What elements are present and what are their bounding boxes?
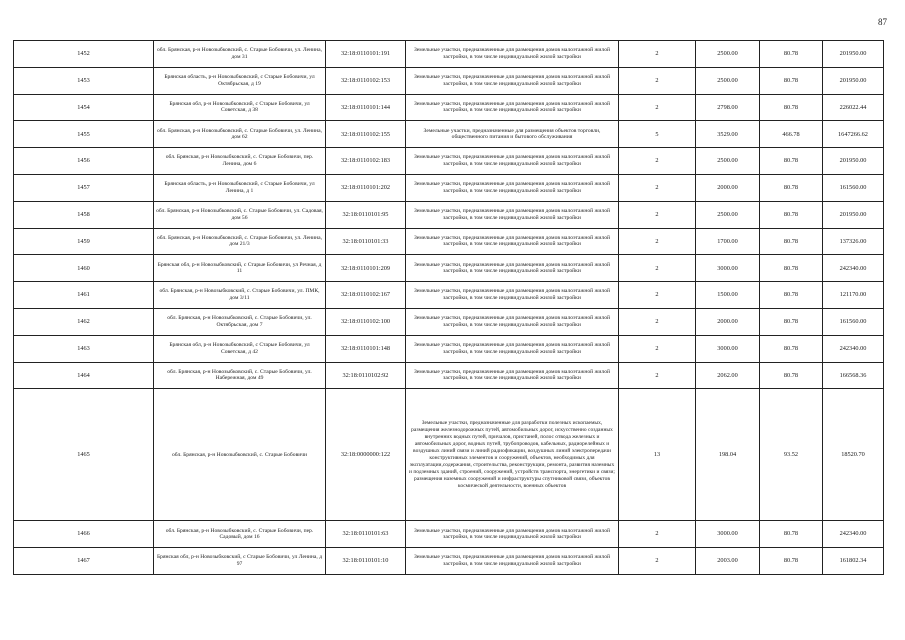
land-use-cell: Земельные участки, предназначенные для размещения домов малоэтажной жилой застройки, в том числе индивидуальной жилой застройки [406,41,619,68]
land-use-cell: Земельные участки, предназначенные для размещения домов малоэтажной жилой застройки, в том числе индивидуальной жилой застройки [406,201,619,228]
rate-cell: 80.78 [760,201,823,228]
cadastral-number-cell: 32:18:0000000:122 [326,389,406,521]
area-cell: 2000.00 [696,308,760,335]
group-cell: 2 [619,548,696,575]
rate-cell: 80.78 [760,308,823,335]
table-row [14,67,884,94]
address-cell: Брянская обл, р-н Новозыбковский, с Старые Бобовичи, ул Советская, д 38 [154,94,326,121]
address-cell: Брянская область, р-н Новозыбковский, с Старые Бобовичи, ул Ленина, д 1 [154,174,326,201]
group-cell: 2 [619,335,696,362]
land-use-cell: Земельные участки, предназначенные для разработки полезных ископаемых, размещения железнодорожных путей, автомобильных дорог, искусственно созданных внутренних водных путей, причалов, пристаней, полос отвода железных и автомобильных дорог, водных путей, трубопроводов, кабельных, радиорелейных и воздушных линий связи и линий радиофикации, воздушных линий электропередачи конструктивных элементов и сооружений, объектов, необходимых для эксплуатации,содержания, строительства, реконструкции, ремонта, развития наземных и подземных зданий, строений, сооружений, устройств транспорта, энергетики и связи; размещения наземных сооружений и инфраструктуры спутниковой связи, объектов космической деятельности, военных объектов [406,389,619,521]
land-use-cell: Земельные участки, предназначенные для размещения домов малоэтажной жилой застройки, в том числе индивидуальной жилой застройки [406,362,619,389]
rate-cell: 80.78 [760,67,823,94]
row-number-cell: 1465 [14,389,154,521]
rate-cell: 80.78 [760,548,823,575]
cadastral-value-cell: 201950.00 [823,201,884,228]
table-body [14,41,884,575]
table-row [14,174,884,201]
area-cell: 198.04 [696,389,760,521]
table-row [14,121,884,148]
address-cell: обл. Брянская, р-н Новозыбковский, с. Старые Бобовичи, ул. Садовая, дом 56 [154,201,326,228]
page-number: 87 [878,17,887,27]
group-cell: 5 [619,121,696,148]
row-number-cell: 1461 [14,282,154,309]
cadastral-number-cell: 32:18:0110102:167 [326,282,406,309]
rate-cell: 80.78 [760,362,823,389]
cadastral-value-cell: 201950.00 [823,67,884,94]
row-number-cell: 1454 [14,94,154,121]
address-cell: обл. Брянская, р-н Новозыбковский, с. Старые Бобовичи, ул. Ленина, дом 31 [154,41,326,68]
row-number-cell: 1456 [14,148,154,175]
rate-cell: 80.78 [760,174,823,201]
row-number-cell: 1452 [14,41,154,68]
table-row [14,389,884,521]
area-cell: 3529.00 [696,121,760,148]
group-cell: 2 [619,67,696,94]
land-use-cell: Земельные участки, предназначенные для размещения домов малоэтажной жилой застройки, в том числе индивидуальной жилой застройки [406,67,619,94]
cadastral-number-cell: 32:18:0110102:183 [326,148,406,175]
address-cell: Брянская обл, р-н Новозыбковский, с Старые Бобовичи, ул Советская, д 42 [154,335,326,362]
address-cell: обл. Брянская, р-н Новозыбковский, с. Старые Бобовичи, ул. Ленина, дом 62 [154,121,326,148]
address-cell: обл. Брянская, р-н Новозыбковский, с. Старые Бобовичи, пер. Ленина, дом 6 [154,148,326,175]
table-row [14,282,884,309]
area-cell: 1500.00 [696,282,760,309]
land-use-cell: Земельные участки, предназначенные для размещения домов малоэтажной жилой застройки, в том числе индивидуальной жилой застройки [406,94,619,121]
cadastral-number-cell: 32:18:0110101:202 [326,174,406,201]
group-cell: 2 [619,148,696,175]
address-cell: обл. Брянская, р-н Новозыбковский, с. Старые Бобовичи, ул. ПМК, дом 3/11 [154,282,326,309]
cadastral-number-cell: 32:18:0110101:148 [326,335,406,362]
address-cell: обл. Брянская, р-н Новозыбковский, с. Старые Бобовичи, пер. Садовый, дом 16 [154,521,326,548]
row-number-cell: 1466 [14,521,154,548]
cadastral-number-cell: 32:18:0110102:155 [326,121,406,148]
row-number-cell: 1464 [14,362,154,389]
land-use-cell: Земельные участки, предназначенные для размещения домов малоэтажной жилой застройки, в том числе индивидуальной жилой застройки [406,255,619,282]
group-cell: 13 [619,389,696,521]
group-cell: 2 [619,41,696,68]
row-number-cell: 1467 [14,548,154,575]
land-use-cell: Земельные участки, предназначенные для размещения домов малоэтажной жилой застройки, в том числе индивидуальной жилой застройки [406,521,619,548]
land-use-cell: Земельные участки, предназначенные для размещения домов малоэтажной жилой застройки, в том числе индивидуальной жилой застройки [406,148,619,175]
table-row [14,94,884,121]
row-number-cell: 1455 [14,121,154,148]
group-cell: 2 [619,94,696,121]
cadastral-number-cell: 32:18:0110101:63 [326,521,406,548]
table-row [14,41,884,68]
rate-cell: 80.78 [760,335,823,362]
address-cell: Брянская область, р-н Новозыбковский, с Старые Бобовичи, ул Октябрьская, д 19 [154,67,326,94]
address-cell: обл. Брянская, р-н Новозыбковский, с. Старые Бобовичи, ул. Ленина, дом 21/3 [154,228,326,255]
address-cell: обл. Брянская, р-н Новозыбковский, с. Старые Бобовичи, ул. Набережная, дом 49 [154,362,326,389]
address-cell: Брянская обл, р-н Новозыбковский, с Старые Бобовичи, ул Речная, д 11 [154,255,326,282]
cadastral-number-cell: 32:18:0110102:153 [326,67,406,94]
rate-cell: 93.52 [760,389,823,521]
table-row [14,362,884,389]
rate-cell: 80.78 [760,228,823,255]
area-cell: 2500.00 [696,201,760,228]
cadastral-value-cell: 161560.00 [823,174,884,201]
cadastral-number-cell: 32:18:0110101:33 [326,228,406,255]
table-row [14,148,884,175]
rate-cell: 80.78 [760,94,823,121]
cadastral-value-cell: 161560.00 [823,308,884,335]
area-cell: 2062.00 [696,362,760,389]
cadastral-value-cell: 201950.00 [823,41,884,68]
group-cell: 2 [619,521,696,548]
rate-cell: 80.78 [760,148,823,175]
row-number-cell: 1463 [14,335,154,362]
group-cell: 2 [619,228,696,255]
cadastral-value-cell: 242340.00 [823,335,884,362]
group-cell: 2 [619,308,696,335]
land-use-cell: Земельные участки, предназначенные для размещения домов малоэтажной жилой застройки, в том числе индивидуальной жилой застройки [406,282,619,309]
table-row [14,255,884,282]
cadastral-value-cell: 18520.70 [823,389,884,521]
group-cell: 2 [619,255,696,282]
area-cell: 2798.00 [696,94,760,121]
cadastral-number-cell: 32:18:0110101:10 [326,548,406,575]
row-number-cell: 1460 [14,255,154,282]
cadastral-number-cell: 32:18:0110102:100 [326,308,406,335]
table-row [14,335,884,362]
group-cell: 2 [619,362,696,389]
cadastral-value-cell: 242340.00 [823,521,884,548]
table-row [14,201,884,228]
rate-cell: 80.78 [760,521,823,548]
group-cell: 2 [619,174,696,201]
cadastral-value-cell: 137326.00 [823,228,884,255]
table-row [14,228,884,255]
cadastral-number-cell: 32:18:0110101:209 [326,255,406,282]
land-use-cell: Земельные участки, предназначенные для размещения домов малоэтажной жилой застройки, в том числе индивидуальной жилой застройки [406,174,619,201]
cadastral-number-cell: 32:18:0110101:191 [326,41,406,68]
area-cell: 2500.00 [696,148,760,175]
table-row [14,308,884,335]
group-cell: 2 [619,282,696,309]
area-cell: 2500.00 [696,41,760,68]
area-cell: 3000.00 [696,255,760,282]
cadastral-number-cell: 32:18:0110102:92 [326,362,406,389]
rate-cell: 80.78 [760,41,823,68]
table-row [14,521,884,548]
row-number-cell: 1459 [14,228,154,255]
row-number-cell: 1453 [14,67,154,94]
land-use-cell: Земельные участки, предназначенные для размещения домов малоэтажной жилой застройки, в том числе индивидуальной жилой застройки [406,308,619,335]
row-number-cell: 1457 [14,174,154,201]
rate-cell: 80.78 [760,255,823,282]
land-use-cell: Земельные участки, предназначенные для размещения объектов торговли, общественного питания и бытового обслуживания [406,121,619,148]
area-cell: 2000.00 [696,174,760,201]
cadastral-value-cell: 161802.34 [823,548,884,575]
area-cell: 3000.00 [696,335,760,362]
cadastral-value-cell: 1647266.62 [823,121,884,148]
land-use-cell: Земельные участки, предназначенные для размещения домов малоэтажной жилой застройки, в том числе индивидуальной жилой застройки [406,548,619,575]
area-cell: 3000.00 [696,521,760,548]
area-cell: 1700.00 [696,228,760,255]
cadastral-number-cell: 32:18:0110101:144 [326,94,406,121]
cadastral-value-cell: 201950.00 [823,148,884,175]
cadastral-number-cell: 32:18:0110101:95 [326,201,406,228]
land-use-cell: Земельные участки, предназначенные для размещения домов малоэтажной жилой застройки, в том числе индивидуальной жилой застройки [406,335,619,362]
area-cell: 2003.00 [696,548,760,575]
land-use-cell: Земельные участки, предназначенные для размещения домов малоэтажной жилой застройки, в том числе индивидуальной жилой застройки [406,228,619,255]
address-cell: обл. Брянская, р-н Новозыбковский, с. Старые Бобовичи [154,389,326,521]
cadastral-value-cell: 166568.36 [823,362,884,389]
cadastral-value-cell: 226022.44 [823,94,884,121]
address-cell: Брянская обл, р-н Новозыбковский, с Старые Бобовичи, ул Ленина, д 97 [154,548,326,575]
cadastral-value-cell: 121170.00 [823,282,884,309]
cadastral-value-table [13,40,884,575]
cadastral-value-cell: 242340.00 [823,255,884,282]
group-cell: 2 [619,201,696,228]
area-cell: 2500.00 [696,67,760,94]
rate-cell: 80.78 [760,282,823,309]
address-cell: обл. Брянская, р-н Новозыбковский, с. Старые Бобовичи, ул. Октябрьская, дом 7 [154,308,326,335]
rate-cell: 466.78 [760,121,823,148]
row-number-cell: 1462 [14,308,154,335]
table-row [14,548,884,575]
row-number-cell: 1458 [14,201,154,228]
